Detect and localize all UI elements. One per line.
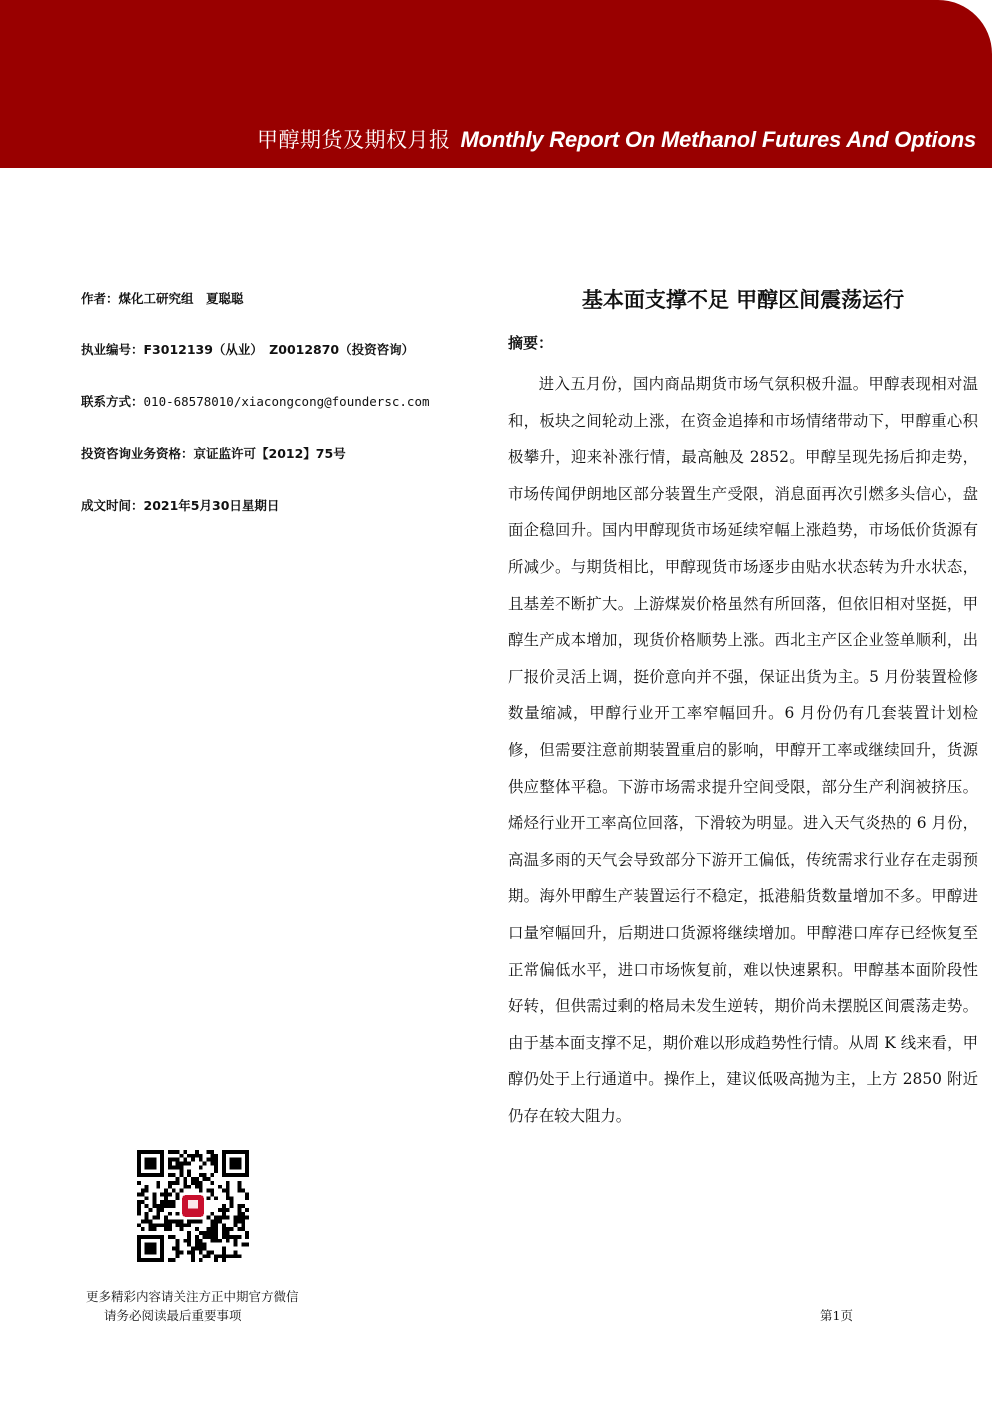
license-label: 执业编号： — [81, 342, 144, 357]
qualification-label: 投资咨询业务资格： — [81, 446, 194, 461]
qualification-line — [81, 444, 346, 462]
abstract-body: 进入五月份，国内商品期货市场气氛积极升温。甲醇表现相对温和，板块之间轮动上涨，在资金追捧和市场情绪带动下，甲醇重心积极攀升，迎来补涨行情，最高触及 2852。甲醇呈现先扬后抑走势，市场传闻伊朗地区部分装置生产受限，消息面再次引燃多头信心，盘面企稳回升。国内甲醇现货市场延续窄幅上涨趋势，市场低价货源有所减少。与期货相比，甲醇现货市场逐步由贴水状态转为升水状态，且基差不断扩大。上游煤炭价格虽然有所回落，但依旧相对坚挺，甲醇生产成本增加，现货价格顺势上涨。西北主产区企业签单顺利，出厂报价灵活上调，挺价意向并不强，保证出货为主。5 月份装置检修数量缩减，甲醇行业开工率窄幅回升。6 月份仍有几套装置计划检修，但需要注意前期装置重启的影响，甲醇开工率或继续回升，货源供应整体平稳。下游市场需求提升空间受限，部分生产利润被挤压。烯烃行业开工率高位回落，下滑较为明显。进入天气炎热的 6 月份，高温多雨的天气会导致部分下游开工偏低，传统需求行业存在走弱预期。海外甲醇生产装置运行不稳定，抵港船货数量增加不多。甲醇进口量窄幅回升，后期进口货源将继续增加。甲醇港口库存已经恢复至正常偏低水平，进口市场恢复前，难以快速累积。甲醇基本面阶段性好转，但供需过剩的格局未发生逆转，期价尚未摆脱区间震荡走势。由于基本面支撑不足，期价难以形成趋势性行情。从周 K 线来看，甲醇仍处于上行通道中。操作上，建议低吸高抛为主，上方 2850 附近仍存在较大阻力。 — [508, 375, 978, 1125]
qr-caption: 更多精彩内容请关注方正中期官方微信 — [86, 1289, 299, 1304]
header-banner — [0, 0, 992, 168]
abstract-label: 摘要： — [508, 334, 554, 352]
license-line — [81, 340, 414, 358]
article-headline: 基本面支撑不足 甲醇区间震荡运行 — [581, 288, 905, 312]
contact-line — [81, 392, 430, 410]
important-notice: 请务必阅读最后重要事项 — [104, 1308, 242, 1323]
contact-value: 010-68578010/xiacongcong@foundersc.com — [143, 394, 430, 409]
qualification-value: 京证监许可【2012】75号 — [193, 446, 346, 461]
wechat-qr-code-icon — [137, 1150, 249, 1262]
author-line — [81, 289, 244, 307]
date-line — [81, 496, 279, 514]
report-title-en: Monthly Report On Methanol Futures And Options — [460, 127, 976, 152]
report-title-cn: 甲醇期货及期权月报 — [256, 128, 451, 152]
author-label: 作者： — [81, 291, 119, 306]
date-label: 成文时间： — [81, 498, 144, 513]
contact-label: 联系方式： — [81, 394, 144, 409]
author-value: 煤化工研究组 夏聪聪 — [118, 291, 244, 306]
report-title — [257, 124, 976, 154]
page-number: 第1页 — [820, 1308, 853, 1323]
license-value: F3012139（从业） Z0012870（投资咨询） — [143, 342, 415, 357]
date-value: 2021年5月30日星期日 — [143, 498, 280, 513]
